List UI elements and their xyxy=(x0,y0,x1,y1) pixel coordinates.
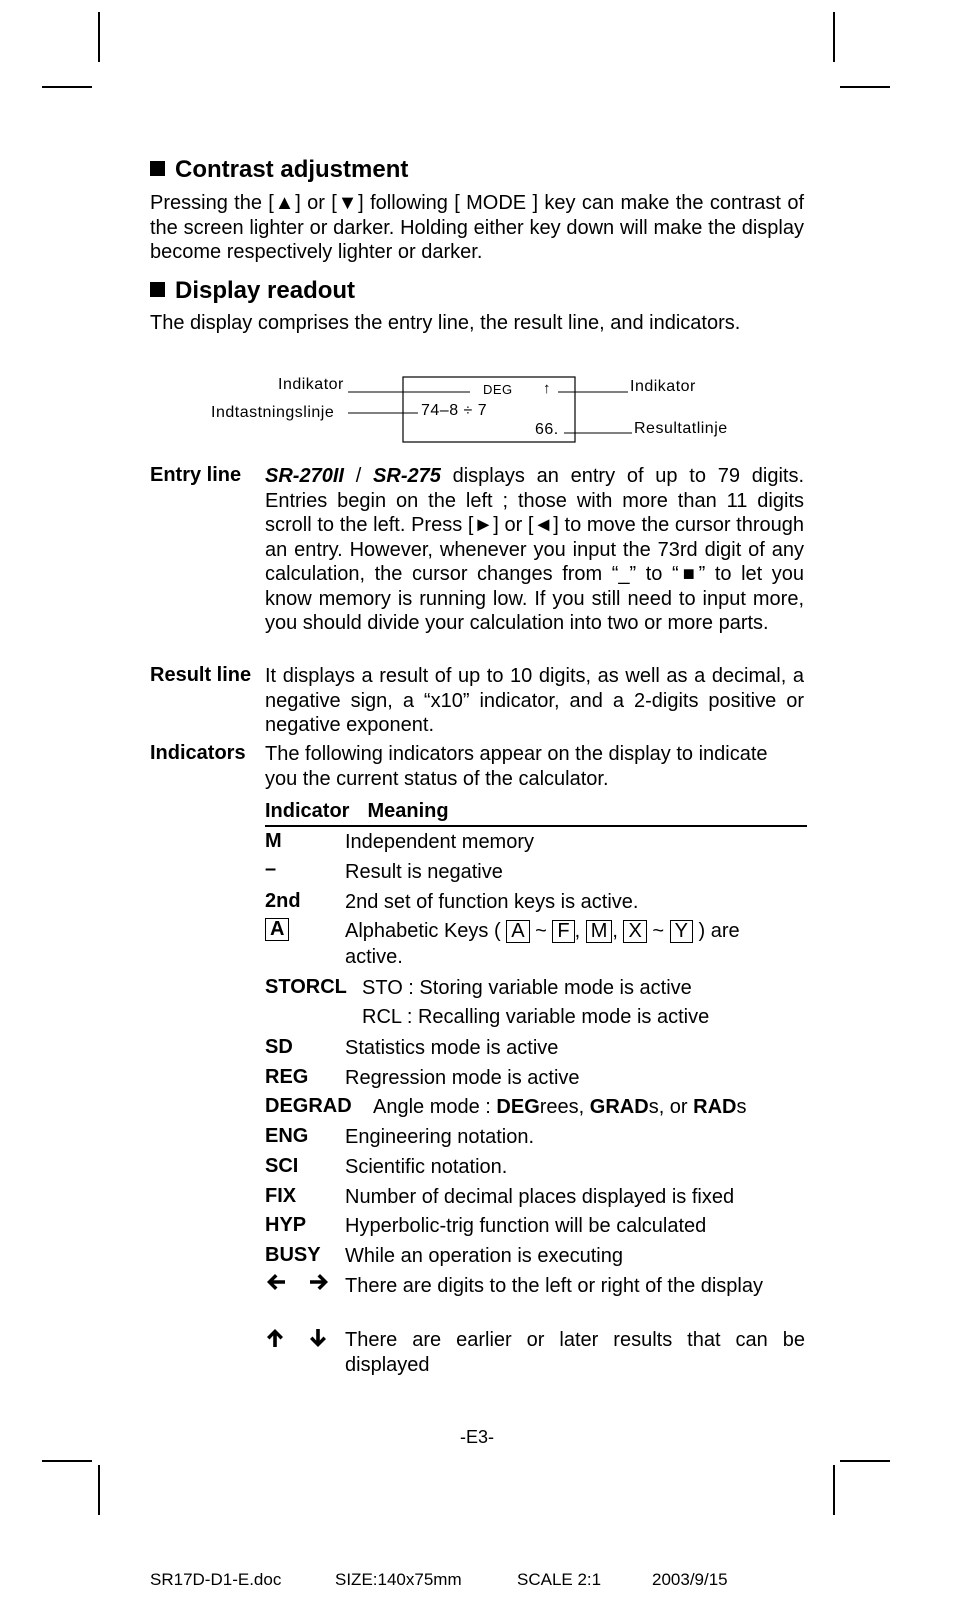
left-arrow-icon xyxy=(265,1272,287,1298)
indicator-meaning: 2nd set of function keys is active. xyxy=(345,891,639,913)
indicator-meaning: Scientific notation. xyxy=(345,1156,508,1178)
header-rule xyxy=(265,825,807,827)
indicator-table-header: Indicator Meaning xyxy=(265,800,449,822)
indicator-meaning: Result is negative xyxy=(345,861,503,883)
contrast-text: Pressing the [▲] or [▼] following [ MODE ] key can make the contrast of the screen lighter or darker. Holding either key down will make the display become respectively lighter or darker. xyxy=(150,192,804,263)
indicator-meaning: Independent memory xyxy=(345,831,535,853)
indicator-meaning: active. xyxy=(345,946,403,968)
label-result-line: Resultatlinje xyxy=(634,420,728,437)
crop-mark xyxy=(833,1465,835,1515)
footer-file: SR17D-D1-E.doc xyxy=(150,1570,282,1589)
indicator-meaning: Number of decimal places displayed is fixed xyxy=(345,1186,735,1208)
crop-mark xyxy=(840,1460,890,1462)
indicator-key: STORCL xyxy=(265,976,347,998)
indicator-meaning: There are digits to the left or right of the display xyxy=(345,1275,763,1297)
key-box: X xyxy=(623,920,646,943)
indicator-key xyxy=(265,1327,328,1355)
model-name: SR-270II xyxy=(265,465,344,487)
indicator-meaning: While an operation is executing xyxy=(345,1245,623,1267)
indicator-meaning: Hyperbolic-trig function will be calculated xyxy=(345,1215,707,1237)
screen-deg-indicator: DEG xyxy=(483,382,513,397)
indicators-definition: The following indicators appear on the display to indicate you the current status of the calculator. xyxy=(265,743,768,790)
screen-up-arrow-icon: ↑ xyxy=(543,380,551,397)
screen-entry-text: 74–8 ÷ 7 xyxy=(421,402,488,419)
indicator-meaning: Engineering notation. xyxy=(345,1126,535,1148)
indicator-key: SCI xyxy=(265,1155,299,1177)
indicator-meaning: RCL : Recalling variable mode is active xyxy=(362,1006,710,1028)
indicators-term: Indicators xyxy=(150,742,246,764)
key-box: A xyxy=(506,920,529,943)
crop-mark xyxy=(98,1465,100,1515)
down-arrow-icon xyxy=(308,1327,328,1355)
indicator-meaning: Angle mode : DEGrees, GRADs, or RADs xyxy=(373,1096,747,1118)
up-arrow-icon xyxy=(265,1327,285,1355)
screen-result-text: 66. xyxy=(535,421,559,438)
indicator-key xyxy=(265,918,289,941)
indicator-key: 2nd xyxy=(265,890,301,912)
indicator-meaning: There are earlier or later results that can be displayed xyxy=(345,1329,805,1376)
indicator-meaning: Alphabetic Keys ( A ~ F , M , X ~ Y ) are xyxy=(345,920,740,942)
label-entry-line: Indtastningslinje xyxy=(211,404,335,421)
key-box: M xyxy=(586,920,613,943)
footer-size: SIZE:140x75mm xyxy=(335,1570,462,1589)
entry-line-term: Entry line xyxy=(150,464,242,486)
key-box: A xyxy=(265,918,289,941)
contrast-heading: Contrast adjustment xyxy=(150,156,408,184)
indicator-key: HYP xyxy=(265,1214,307,1236)
indicator-key: DEGRAD xyxy=(265,1095,352,1117)
indicator-meaning: Statistics mode is active xyxy=(345,1037,559,1059)
footer-date: 2003/9/15 xyxy=(652,1570,728,1589)
indicator-key: SD xyxy=(265,1036,293,1058)
result-line-definition: It displays a result of up to 10 digits, as well as a decimal, a negative sign, a “x10” indicator, and a 2-digits positive or negative exponent. xyxy=(265,665,804,736)
right-arrow-icon xyxy=(308,1272,330,1298)
entry-line-definition: SR-270II / SR-275 displays an entry of up to 79 digits. Entries begin on the left ; those with more than 11 digits scroll to the left. Press [►] or [◄] to move the cursor through an entry. However, whenever you input the 73rd digit of any calculation, the cursor changes from “_” to “■” to let you know memory is running low. If you still need to input more, you should divide your calculation into two or more parts. xyxy=(265,465,805,634)
indicator-key: REG xyxy=(265,1066,309,1088)
page-number: -E3- xyxy=(460,1427,495,1447)
display-text: The display comprises the entry line, the result line, and indicators. xyxy=(150,312,741,334)
label-indicator-right: Indikator xyxy=(630,378,696,395)
display-heading: Display readout xyxy=(150,277,355,305)
footer-scale: SCALE 2:1 xyxy=(517,1570,602,1589)
indicator-key: M xyxy=(265,830,282,852)
display-diagram xyxy=(0,0,954,460)
key-box: Y xyxy=(670,920,693,943)
indicator-key: – xyxy=(265,858,277,880)
indicator-meaning: Regression mode is active xyxy=(345,1067,580,1089)
model-name: SR-275 xyxy=(373,465,441,487)
indicator-key xyxy=(265,1272,330,1298)
indicator-key: FIX xyxy=(265,1185,297,1207)
indicator-key: BUSY xyxy=(265,1244,321,1266)
result-line-term: Result line xyxy=(150,664,252,686)
indicator-meaning: STO : Storing variable mode is active xyxy=(362,977,692,999)
key-box: F xyxy=(552,920,574,943)
label-indicator-left: Indikator xyxy=(278,376,344,393)
indicator-key: ENG xyxy=(265,1125,309,1147)
crop-mark xyxy=(42,1460,92,1462)
